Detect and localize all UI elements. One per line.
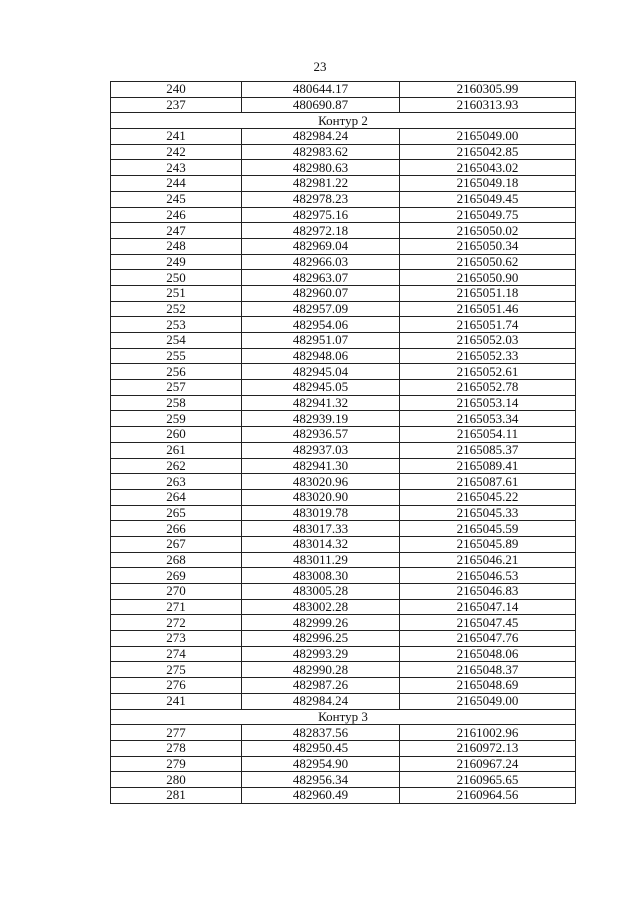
point-number-cell: 251: [111, 285, 242, 301]
x-coordinate-cell: 482975.16: [242, 207, 400, 223]
x-coordinate-cell: 482999.26: [242, 615, 400, 631]
point-number-cell: 278: [111, 740, 242, 756]
y-coordinate-cell: 2165051.46: [400, 301, 576, 317]
x-coordinate-cell: 482963.07: [242, 270, 400, 286]
table-row: [111, 787, 576, 803]
y-coordinate-cell: 2165052.33: [400, 348, 576, 364]
x-coordinate-cell: 480690.87: [242, 97, 400, 113]
y-coordinate-cell: 2165085.37: [400, 442, 576, 458]
point-number-cell: 271: [111, 599, 242, 615]
table-row: [111, 270, 576, 286]
point-number-cell: 252: [111, 301, 242, 317]
table-row: [111, 395, 576, 411]
table-row: [111, 238, 576, 254]
point-number-cell: 255: [111, 348, 242, 364]
table-row: [111, 772, 576, 788]
y-coordinate-cell: 2165042.85: [400, 144, 576, 160]
point-number-cell: 244: [111, 176, 242, 192]
point-number-cell: 256: [111, 364, 242, 380]
y-coordinate-cell: 2165043.02: [400, 160, 576, 176]
point-number-cell: 261: [111, 442, 242, 458]
table-row: [111, 693, 576, 709]
y-coordinate-cell: 2160305.99: [400, 82, 576, 98]
x-coordinate-cell: 482954.06: [242, 317, 400, 333]
table-row: [111, 756, 576, 772]
table-row: [111, 160, 576, 176]
y-coordinate-cell: 2160967.24: [400, 756, 576, 772]
y-coordinate-cell: 2165047.76: [400, 631, 576, 647]
table-row: [111, 97, 576, 113]
x-coordinate-cell: 483017.33: [242, 521, 400, 537]
x-coordinate-cell: 483002.28: [242, 599, 400, 615]
x-coordinate-cell: 483011.29: [242, 552, 400, 568]
x-coordinate-cell: 482956.34: [242, 772, 400, 788]
point-number-cell: 276: [111, 678, 242, 694]
table-row: [111, 348, 576, 364]
x-coordinate-cell: 483008.30: [242, 568, 400, 584]
x-coordinate-cell: 480644.17: [242, 82, 400, 98]
table-row: [111, 678, 576, 694]
point-number-cell: 259: [111, 411, 242, 427]
x-coordinate-cell: 482941.32: [242, 395, 400, 411]
table-row: [111, 411, 576, 427]
contour-heading-row: [111, 113, 576, 129]
point-number-cell: 268: [111, 552, 242, 568]
y-coordinate-cell: 2165048.06: [400, 646, 576, 662]
point-number-cell: 247: [111, 223, 242, 239]
x-coordinate-cell: 482941.30: [242, 458, 400, 474]
point-number-cell: 237: [111, 97, 242, 113]
table-row: [111, 442, 576, 458]
table-row: [111, 458, 576, 474]
x-coordinate-cell: 482983.62: [242, 144, 400, 160]
point-number-cell: 275: [111, 662, 242, 678]
table-row: [111, 82, 576, 98]
point-number-cell: 248: [111, 238, 242, 254]
point-number-cell: 246: [111, 207, 242, 223]
y-coordinate-cell: 2165050.90: [400, 270, 576, 286]
y-coordinate-cell: 2165049.75: [400, 207, 576, 223]
contour-heading-row: [111, 709, 576, 725]
table-row: [111, 254, 576, 270]
coordinates-table-body: [111, 82, 576, 804]
table-row: [111, 662, 576, 678]
point-number-cell: 280: [111, 772, 242, 788]
point-number-cell: 254: [111, 333, 242, 349]
x-coordinate-cell: 483005.28: [242, 584, 400, 600]
table-row: [111, 191, 576, 207]
y-coordinate-cell: 2165049.45: [400, 191, 576, 207]
x-coordinate-cell: 482966.03: [242, 254, 400, 270]
y-coordinate-cell: 2165053.34: [400, 411, 576, 427]
point-number-cell: 267: [111, 536, 242, 552]
y-coordinate-cell: 2165052.78: [400, 380, 576, 396]
y-coordinate-cell: 2165054.11: [400, 427, 576, 443]
y-coordinate-cell: 2165047.45: [400, 615, 576, 631]
x-coordinate-cell: 482972.18: [242, 223, 400, 239]
table-row: [111, 552, 576, 568]
point-number-cell: 250: [111, 270, 242, 286]
table-row: [111, 584, 576, 600]
point-number-cell: 266: [111, 521, 242, 537]
contour-heading: Контур 3: [111, 709, 576, 725]
x-coordinate-cell: 482945.05: [242, 380, 400, 396]
y-coordinate-cell: 2165049.00: [400, 693, 576, 709]
point-number-cell: 273: [111, 631, 242, 647]
table-row: [111, 364, 576, 380]
y-coordinate-cell: 2165045.59: [400, 521, 576, 537]
point-number-cell: 279: [111, 756, 242, 772]
point-number-cell: 245: [111, 191, 242, 207]
point-number-cell: 281: [111, 787, 242, 803]
y-coordinate-cell: 2160965.65: [400, 772, 576, 788]
point-number-cell: 249: [111, 254, 242, 270]
table-row: [111, 631, 576, 647]
table-row: [111, 223, 576, 239]
y-coordinate-cell: 2165046.21: [400, 552, 576, 568]
table-row: [111, 317, 576, 333]
table-row: [111, 301, 576, 317]
x-coordinate-cell: 482978.23: [242, 191, 400, 207]
point-number-cell: 240: [111, 82, 242, 98]
y-coordinate-cell: 2165050.34: [400, 238, 576, 254]
x-coordinate-cell: 482996.25: [242, 631, 400, 647]
x-coordinate-cell: 483019.78: [242, 505, 400, 521]
y-coordinate-cell: 2165051.18: [400, 285, 576, 301]
y-coordinate-cell: 2165045.22: [400, 489, 576, 505]
contour-heading: Контур 2: [111, 113, 576, 129]
table-row: [111, 599, 576, 615]
y-coordinate-cell: 2165048.37: [400, 662, 576, 678]
x-coordinate-cell: 482950.45: [242, 740, 400, 756]
point-number-cell: 277: [111, 725, 242, 741]
point-number-cell: 260: [111, 427, 242, 443]
coordinates-table: [110, 81, 576, 804]
table-row: [111, 646, 576, 662]
x-coordinate-cell: 482987.26: [242, 678, 400, 694]
y-coordinate-cell: 2165050.02: [400, 223, 576, 239]
y-coordinate-cell: 2165052.61: [400, 364, 576, 380]
x-coordinate-cell: 482990.28: [242, 662, 400, 678]
x-coordinate-cell: 483014.32: [242, 536, 400, 552]
table-row: [111, 536, 576, 552]
table-row: [111, 144, 576, 160]
x-coordinate-cell: 482981.22: [242, 176, 400, 192]
point-number-cell: 241: [111, 129, 242, 145]
table-row: [111, 176, 576, 192]
table-row: [111, 207, 576, 223]
x-coordinate-cell: 482837.56: [242, 725, 400, 741]
x-coordinate-cell: 482984.24: [242, 693, 400, 709]
point-number-cell: 272: [111, 615, 242, 631]
table-row: [111, 740, 576, 756]
y-coordinate-cell: 2165049.18: [400, 176, 576, 192]
table-row: [111, 474, 576, 490]
table-row: [111, 427, 576, 443]
y-coordinate-cell: 2165045.33: [400, 505, 576, 521]
point-number-cell: 262: [111, 458, 242, 474]
x-coordinate-cell: 482957.09: [242, 301, 400, 317]
x-coordinate-cell: 483020.96: [242, 474, 400, 490]
point-number-cell: 242: [111, 144, 242, 160]
x-coordinate-cell: 482984.24: [242, 129, 400, 145]
table-row: [111, 380, 576, 396]
y-coordinate-cell: 2165047.14: [400, 599, 576, 615]
table-row: [111, 285, 576, 301]
y-coordinate-cell: 2165045.89: [400, 536, 576, 552]
y-coordinate-cell: 2165049.00: [400, 129, 576, 145]
y-coordinate-cell: 2165051.74: [400, 317, 576, 333]
point-number-cell: 270: [111, 584, 242, 600]
y-coordinate-cell: 2165052.03: [400, 333, 576, 349]
table-row: [111, 615, 576, 631]
x-coordinate-cell: 482969.04: [242, 238, 400, 254]
table-row: [111, 333, 576, 349]
x-coordinate-cell: 482945.04: [242, 364, 400, 380]
table-row: [111, 568, 576, 584]
y-coordinate-cell: 2161002.96: [400, 725, 576, 741]
x-coordinate-cell: 483020.90: [242, 489, 400, 505]
point-number-cell: 264: [111, 489, 242, 505]
y-coordinate-cell: 2160313.93: [400, 97, 576, 113]
x-coordinate-cell: 482948.06: [242, 348, 400, 364]
point-number-cell: 253: [111, 317, 242, 333]
table-row: [111, 725, 576, 741]
page-number: 23: [313, 59, 327, 74]
x-coordinate-cell: 482937.03: [242, 442, 400, 458]
x-coordinate-cell: 482936.57: [242, 427, 400, 443]
y-coordinate-cell: 2165087.61: [400, 474, 576, 490]
table-row: [111, 129, 576, 145]
y-coordinate-cell: 2165050.62: [400, 254, 576, 270]
y-coordinate-cell: 2160964.56: [400, 787, 576, 803]
point-number-cell: 241: [111, 693, 242, 709]
point-number-cell: 274: [111, 646, 242, 662]
table-row: [111, 521, 576, 537]
point-number-cell: 258: [111, 395, 242, 411]
x-coordinate-cell: 482960.49: [242, 787, 400, 803]
point-number-cell: 257: [111, 380, 242, 396]
table-row: [111, 505, 576, 521]
y-coordinate-cell: 2165048.69: [400, 678, 576, 694]
x-coordinate-cell: 482960.07: [242, 285, 400, 301]
y-coordinate-cell: 2160972.13: [400, 740, 576, 756]
y-coordinate-cell: 2165053.14: [400, 395, 576, 411]
point-number-cell: 243: [111, 160, 242, 176]
x-coordinate-cell: 482951.07: [242, 333, 400, 349]
x-coordinate-cell: 482980.63: [242, 160, 400, 176]
x-coordinate-cell: 482939.19: [242, 411, 400, 427]
point-number-cell: 263: [111, 474, 242, 490]
y-coordinate-cell: 2165089.41: [400, 458, 576, 474]
x-coordinate-cell: 482954.90: [242, 756, 400, 772]
y-coordinate-cell: 2165046.83: [400, 584, 576, 600]
point-number-cell: 265: [111, 505, 242, 521]
table-row: [111, 489, 576, 505]
point-number-cell: 269: [111, 568, 242, 584]
x-coordinate-cell: 482993.29: [242, 646, 400, 662]
y-coordinate-cell: 2165046.53: [400, 568, 576, 584]
